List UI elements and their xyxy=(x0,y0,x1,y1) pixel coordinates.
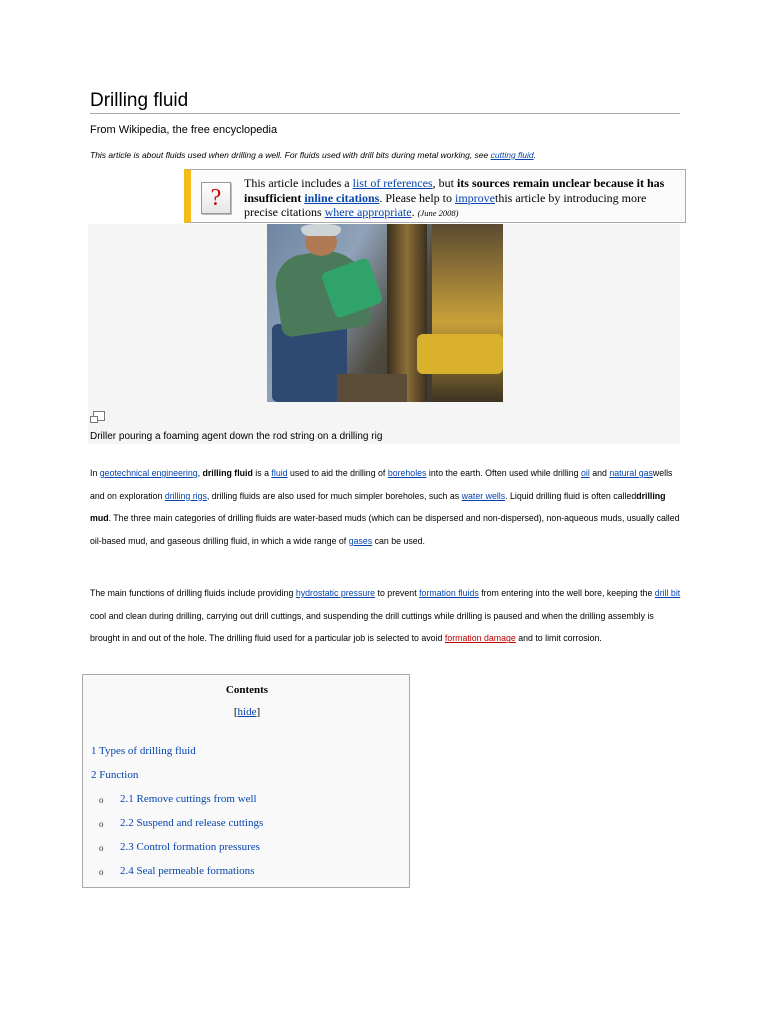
toc-bullet: o xyxy=(99,867,104,877)
oil-link[interactable]: oil xyxy=(580,468,590,478)
cutting-fluid-link[interactable]: cutting fluid xyxy=(490,150,534,160)
gases-link[interactable]: gases xyxy=(348,535,373,546)
toc-bullet: o xyxy=(99,795,104,805)
improve-link[interactable]: improve xyxy=(455,190,496,205)
functions-paragraph: The main functions of drilling fluids include providing hydrostatic pressure to prevent formation fluids from entering into the well bore, keeping the drill bit cool and clean during drilling, carrying out drill cuttings, and suspending the drill cuttings while drilling is paused and when the drilling assembly is brought in and out of the hole. The drilling fluid used for a particular job is selected to avoid formation damage and to limit corrosion. xyxy=(90,588,681,644)
drilling-rigs-link[interactable]: drilling rigs xyxy=(164,490,207,501)
boreholes-link[interactable]: boreholes xyxy=(387,468,427,478)
geotechnical-engineering-link[interactable]: geotechnical engineering xyxy=(99,468,198,478)
citation-notice-text: This article includes a list of references, but its sources remain unclear because it has insufficient inline citations. Please help to improvethis article by introducing more precise citations where appropriate. (June 2008) xyxy=(244,176,665,219)
where-appropriate-link[interactable]: where appropriate xyxy=(324,205,412,219)
hatnote-text: This article is about fluids used when drilling a well. For fluids used with drill bits during metal working, see xyxy=(90,150,491,160)
formation-damage-link[interactable]: formation damage xyxy=(444,633,516,644)
toc-item-types[interactable]: 1 Types of drilling fluid xyxy=(91,745,196,757)
toc-title: Contents xyxy=(225,684,269,696)
toc-item-seal-formations[interactable]: 2.4 Seal permeable formations xyxy=(120,865,255,877)
toc-hide-toggle: [hide] xyxy=(233,706,261,718)
fluid-link[interactable]: fluid xyxy=(271,468,288,478)
citation-notice xyxy=(184,169,686,223)
driller-photo[interactable] xyxy=(267,224,503,402)
figure-caption: Driller pouring a foaming agent down the rod string on a drilling rig xyxy=(90,431,383,442)
question-mark-icon: ? xyxy=(201,182,231,214)
toc-bullet: o xyxy=(99,819,104,829)
page-title: Drilling fluid xyxy=(90,88,680,114)
table-of-contents xyxy=(82,674,410,888)
formation-fluids-link[interactable]: formation fluids xyxy=(419,588,479,598)
list-of-references-link[interactable]: list of references xyxy=(352,176,433,190)
water-wells-link[interactable]: water wells xyxy=(461,490,506,501)
magnify-icon[interactable] xyxy=(93,411,105,421)
hydrostatic-pressure-link[interactable]: hydrostatic pressure xyxy=(295,588,376,598)
natural-gas-link[interactable]: natural gas xyxy=(609,468,653,478)
figure xyxy=(88,224,680,444)
drill-bit-link[interactable]: drill bit xyxy=(654,588,681,598)
toc-hide-link[interactable]: hide xyxy=(237,706,257,718)
tagline: From Wikipedia, the free encyclopedia xyxy=(90,124,278,136)
toc-item-suspend-cuttings[interactable]: 2.2 Suspend and release cuttings xyxy=(120,817,264,829)
toc-item-remove-cuttings[interactable]: 2.1 Remove cuttings from well xyxy=(120,793,257,805)
hatnote xyxy=(90,150,536,160)
toc-item-control-pressures[interactable]: 2.3 Control formation pressures xyxy=(120,841,260,853)
hatnote-end: . xyxy=(533,150,536,160)
inline-citations-link[interactable]: inline citations xyxy=(304,190,380,205)
notice-date: (June 2008) xyxy=(417,208,459,218)
toc-bullet: o xyxy=(99,843,104,853)
toc-item-function[interactable]: 2 Function xyxy=(91,769,139,781)
intro-paragraph: In geotechnical engineering, drilling fluid is a fluid used to aid the drilling of boreholes into the earth. Often used while drilling oil and natural gaswells and on exploration drilling rigs, drilling fluids are also used for much simpler boreholes, such as water wells. Liquid drilling fluid is often calleddrilling mud. The three main categories of drilling fluids are water-based muds (which can be dispersed and non-dispersed), non-aqueous muds, usually called oil-based mud, and gaseous drilling fluid, in which a wide range of gases can be used. xyxy=(90,468,680,546)
